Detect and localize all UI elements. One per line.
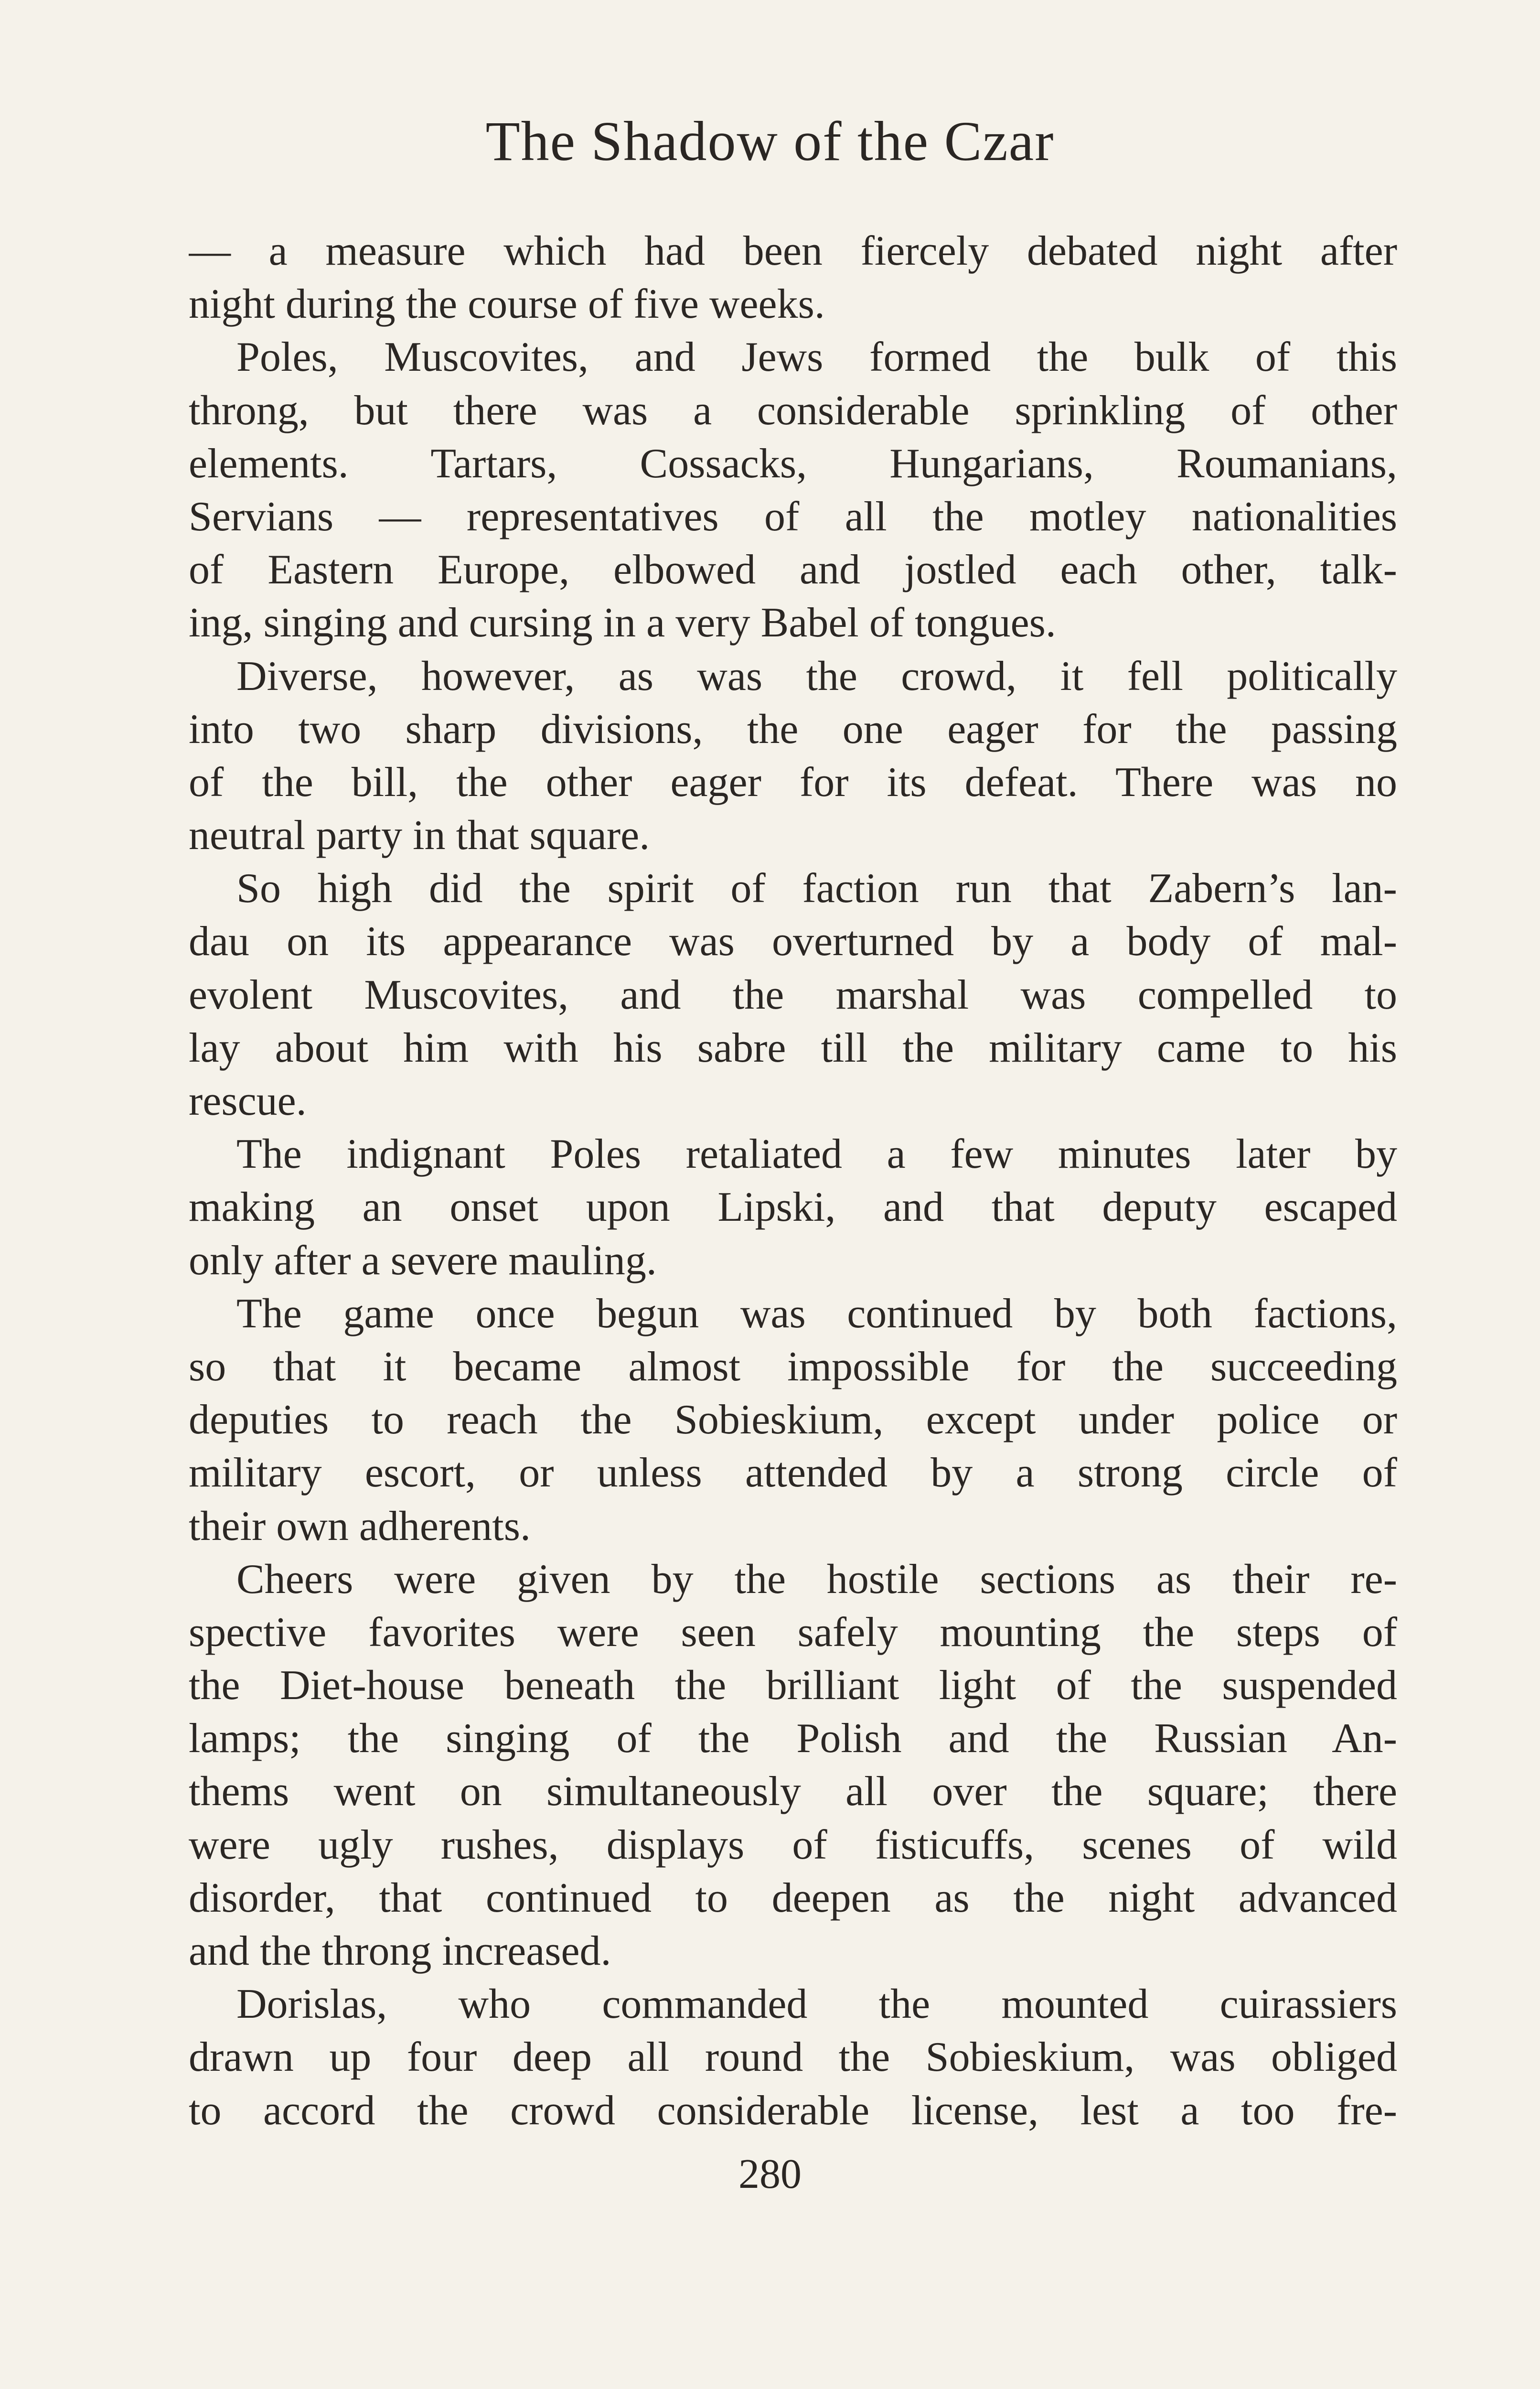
text-line: ing, singing and cursing in a very Babel of tongues. [189, 600, 1056, 646]
running-title: The Shadow of the Czar [485, 110, 1055, 172]
text-line: Cheers were given by the hostile sections as their re- [236, 1556, 1397, 1603]
text-line: Diverse, however, as was the crowd, it fell politically [236, 653, 1397, 699]
body-text [189, 225, 1397, 2137]
text-line: making an onset upon Lipski, and that deputy escaped [189, 1184, 1397, 1231]
text-line: throng, but there was a considerable sprinkling of other [189, 387, 1397, 434]
text-line: disorder, that continued to deepen as the night advanced [189, 1874, 1397, 1921]
text-line: only after a severe mauling. [189, 1237, 657, 1284]
text-line: — a measure which had been fiercely debated night after [189, 228, 1397, 274]
text-line: the Diet-house beneath the brilliant light of the suspended [189, 1662, 1397, 1709]
text-line: drawn up four deep all round the Sobieskium, was obliged [189, 2034, 1397, 2081]
text-line: So high did the spirit of faction run that Zabern’s lan- [236, 865, 1397, 912]
text-line: and the throng increased. [189, 1928, 611, 1974]
text-line: neutral party in that square. [189, 812, 650, 859]
text-line: dau on its appearance was overturned by a body of mal- [189, 918, 1397, 965]
text-line: rescue. [189, 1078, 307, 1124]
text-line: spective favorites were seen safely mounting the steps of [189, 1609, 1397, 1656]
text-line: their own adherents. [189, 1503, 531, 1550]
page-number: 280 [738, 2151, 802, 2197]
text-line: to accord the crowd considerable license, lest a too fre- [189, 2087, 1397, 2134]
text-line: Servians — representatives of all the motley nationalities [189, 493, 1397, 540]
text-line: elements. Tartars, Cossacks, Hungarians, Roumanians, [189, 440, 1397, 487]
text-line: thems went on simultaneously all over the square; there [189, 1768, 1397, 1815]
text-line: evolent Muscovites, and the marshal was compelled to [189, 971, 1397, 1018]
text-line: military escort, or unless attended by a strong circle of [189, 1450, 1397, 1496]
text-line: Poles, Muscovites, and Jews formed the bulk of this [236, 334, 1397, 381]
text-line: into two sharp divisions, the one eager for the passing [189, 706, 1397, 753]
text-line: night during the course of five weeks. [189, 281, 825, 328]
text-line: of the bill, the other eager for its defeat. There was no [189, 759, 1397, 806]
text-line: deputies to reach the Sobieskium, except under police or [189, 1397, 1397, 1443]
text-line: lamps; the singing of the Polish and the Russian An- [189, 1715, 1397, 1762]
text-line: were ugly rushes, displays of fisticuffs, scenes of wild [189, 1821, 1397, 1868]
text-line: of Eastern Europe, elbowed and jostled each other, talk- [189, 547, 1397, 593]
text-line: Dorislas, who commanded the mounted cuirassiers [236, 1981, 1397, 2028]
text-line: lay about him with his sabre till the military came to his [189, 1024, 1397, 1071]
text-line: The indignant Poles retaliated a few minutes later by [236, 1131, 1397, 1178]
text-line: The game once begun was continued by both factions, [236, 1290, 1397, 1337]
text-line: so that it became almost impossible for the succeeding [189, 1343, 1397, 1390]
